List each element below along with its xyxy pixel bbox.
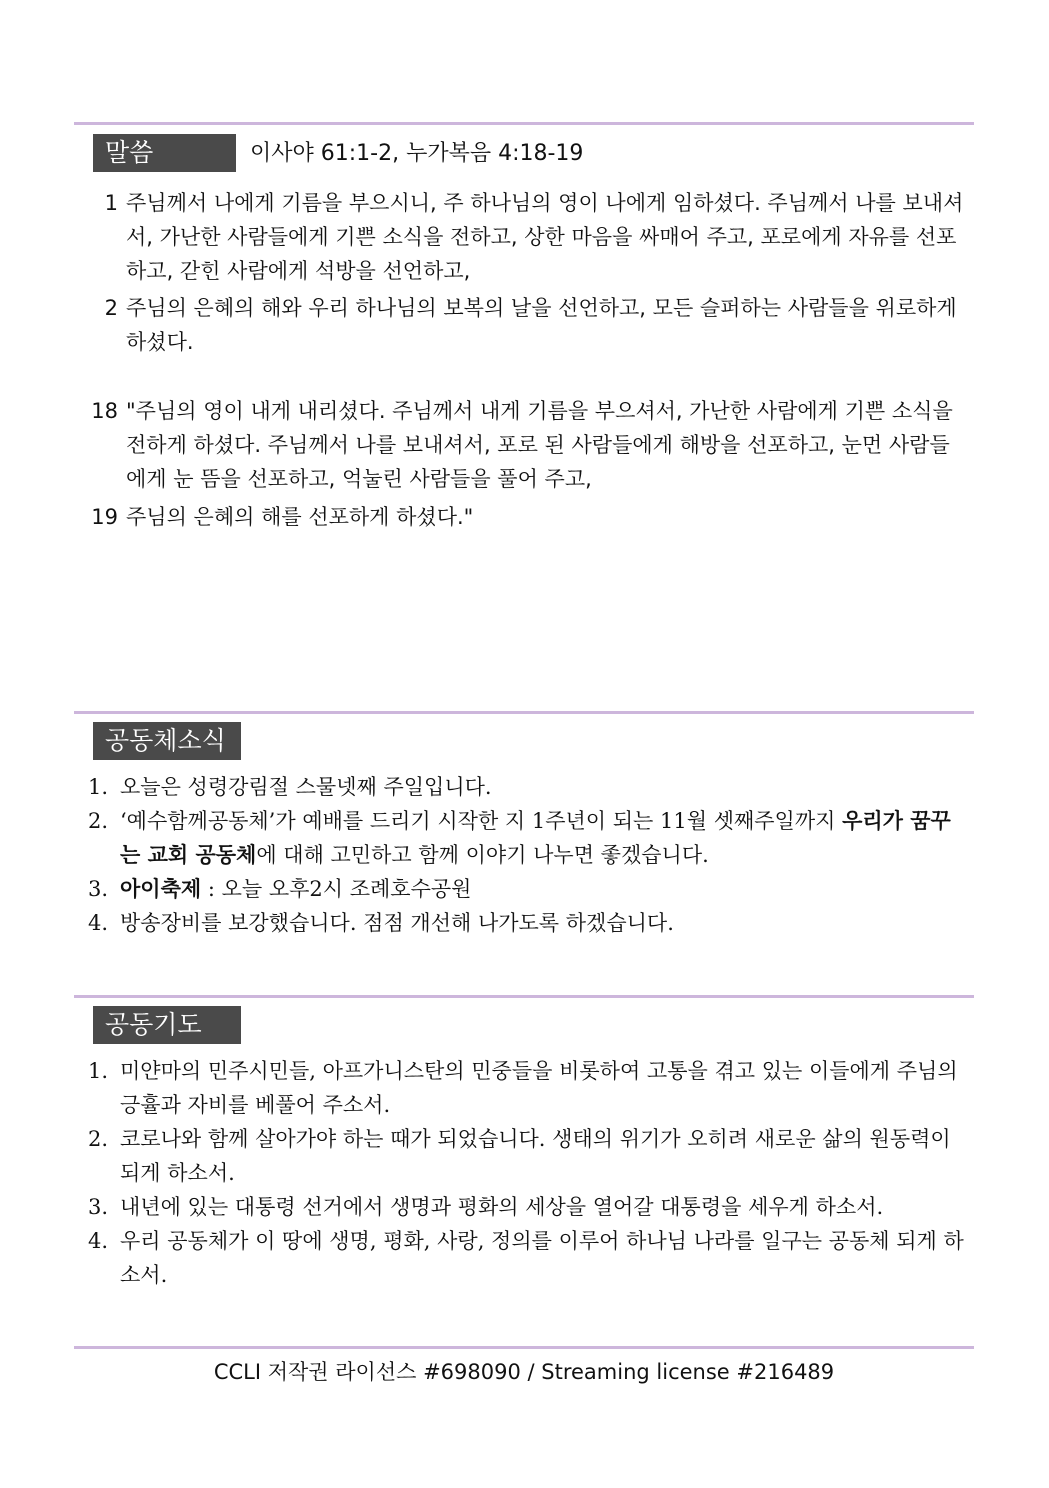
news-list <box>88 770 968 940</box>
verse-number: 1 <box>104 191 118 215</box>
list-item <box>88 872 968 906</box>
item-text: 우리 공동체가 이 땅에 생명, 평화, 사랑, 정의를 이루어 하나님 나라를 일구는 공동체 되게 하소서. <box>120 1229 964 1287</box>
list-item <box>88 1054 968 1122</box>
word-section-tag: 말씀 <box>93 134 236 172</box>
list-item <box>88 804 968 872</box>
section-divider <box>74 995 974 998</box>
verse-text: 주님께서 나에게 기름을 부으시니, 주 하나님의 영이 나에게 임하셨다. 주님께서 나를 보내셔서, 가난한 사람들에게 기쁜 소식을 전하고, 상한 마음을 싸매어 주고, 포로에게 자유를 선포하고, 갇힌 사람에게 석방을 선언하고, <box>126 191 964 283</box>
verse-text: "주님의 영이 내게 내리셨다. 주님께서 내게 기름을 부으셔서, 가난한 사람에게 기쁜 소식을 전하게 하셨다. 주님께서 나를 보내셔서, 포로 된 사람들에게 해방을 선포하고, 눈먼 사람들에게 눈 뜸을 선포하고, 억눌린 사람들을 풀어 주고, <box>126 399 953 491</box>
license-footer: CCLI 저작권 라이선스 #698090 / Streaming license #216489 <box>213 1360 835 1384</box>
item-text: 에 대해 고민하고 함께 이야기 나누면 좋겠습니다. <box>256 843 709 867</box>
item-emphasis: 아이축제 <box>120 877 202 901</box>
item-text: 코로나와 함께 살아가야 하는 때가 되었습니다. 생태의 위기가 오히려 새로운 삶의 원동력이 되게 하소서. <box>120 1127 951 1185</box>
list-item <box>88 1224 968 1292</box>
news-section-tag: 공동체소식 <box>93 722 241 760</box>
item-number: 4. <box>88 911 109 935</box>
verse-block <box>80 291 970 359</box>
list-item <box>88 770 968 804</box>
footer-divider <box>74 1346 974 1349</box>
verse-block <box>80 186 970 288</box>
item-number: 2. <box>88 1127 109 1151</box>
item-number: 1. <box>88 1059 109 1083</box>
section-divider <box>74 122 974 125</box>
list-item <box>88 1190 968 1224</box>
item-emphasis: 우리가 꿈꾸는 교회 공동체 <box>120 809 951 867</box>
prayer-section-tag: 공동기도 <box>93 1006 241 1044</box>
list-item <box>88 906 968 940</box>
item-text: 내년에 있는 대통령 선거에서 생명과 평화의 세상을 열어갈 대통령을 세우게 하소서. <box>120 1195 884 1219</box>
prayer-list <box>88 1054 968 1292</box>
item-text: 오늘은 성령강림절 스물넷째 주일입니다. <box>120 775 492 799</box>
section-divider <box>74 711 974 714</box>
item-number: 3. <box>88 1195 109 1219</box>
item-text: ‘예수함께공동체’가 예배를 드리기 시작한 지 1주년이 되는 11월 셋째주일까지 <box>120 809 843 833</box>
item-number: 2. <box>88 809 109 833</box>
scripture-reference: 이사야 61:1-2, 누가복음 4:18-19 <box>250 141 584 166</box>
verse-text: 주님의 은혜의 해와 우리 하나님의 보복의 날을 선언하고, 모든 슬퍼하는 사람들을 위로하게 하셨다. <box>126 296 957 354</box>
item-number: 3. <box>88 877 109 901</box>
list-item <box>88 1122 968 1190</box>
verse-block <box>80 394 970 496</box>
item-text: : 오늘 오후2시 조례호수공원 <box>201 877 472 901</box>
verse-number: 19 <box>91 505 118 529</box>
verse-number: 2 <box>104 296 118 320</box>
verse-block <box>80 500 970 534</box>
verse-text: 주님의 은혜의 해를 선포하게 하셨다." <box>126 505 474 529</box>
verse-number: 18 <box>91 399 118 423</box>
item-number: 4. <box>88 1229 109 1253</box>
item-text: 방송장비를 보강했습니다. 점점 개선해 나가도록 하겠습니다. <box>120 911 674 935</box>
item-text: 미얀마의 민주시민들, 아프가니스탄의 민중들을 비롯하여 고통을 겪고 있는 이들에게 주님의 긍휼과 자비를 베풀어 주소서. <box>120 1059 958 1117</box>
item-number: 1. <box>88 775 109 799</box>
